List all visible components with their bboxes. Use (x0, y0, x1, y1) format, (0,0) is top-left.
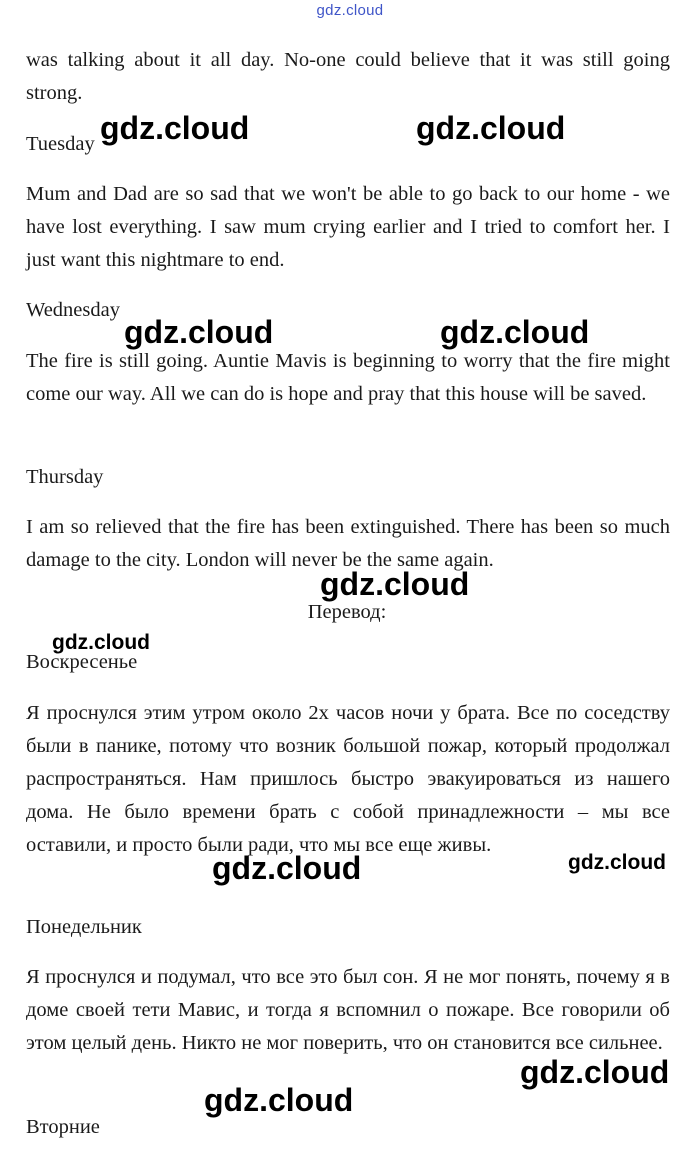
heading-tuesday-ru: Вторние (26, 1116, 100, 1138)
heading-wednesday: Wednesday (26, 299, 120, 321)
paragraph-wednesday: The fire is still going. Auntie Mavis is beginning to worry that the fire might come our way. All we can do is hope and pray that this house will be saved. (26, 350, 670, 405)
paragraph-tuesday: Mum and Dad are so sad that we won't be able to go back to our home - we have lost everything. I saw mum crying earlier and I tried to comfort her. I just want this nightmare to end. (26, 183, 670, 271)
heading-sunday-ru: Воскресенье (26, 651, 138, 673)
site-header: gdz.cloud (316, 2, 384, 19)
heading-tuesday: Tuesday (26, 133, 95, 155)
watermark: gdz.cloud (320, 566, 470, 602)
watermark: gdz.cloud (568, 851, 666, 874)
heading-monday-ru: Понедельник (26, 916, 142, 938)
paragraph-thursday: I am so relieved that the fire has been extinguished. There has been so much damage to the city. London will never be the same again. (26, 516, 670, 571)
watermark: gdz.cloud (440, 314, 590, 350)
paragraph-monday-end: was talking about it all day. No-one could believe that it was still going strong. (26, 49, 670, 104)
watermark: gdz.cloud (520, 1054, 670, 1090)
watermark: gdz.cloud (52, 631, 150, 654)
watermark: gdz.cloud (100, 110, 250, 146)
heading-thursday: Thursday (26, 466, 104, 488)
watermark: gdz.cloud (416, 110, 566, 146)
paragraph-sunday-ru: Я проснулся этим утром около 2х часов ночи у брата. Все по соседству были в панике, потому что возник большой пожар, который продолжал распространяться. Нам пришлось быстро эвакуироваться из нашего дома. Не было времени брать с собой принадлежности – мы все оставили, и просто были ради, что мы все еще живы. (26, 702, 670, 856)
heading-translation: Перевод: (307, 601, 387, 623)
watermark: gdz.cloud (212, 850, 362, 886)
watermark: gdz.cloud (124, 314, 274, 350)
paragraph-monday-ru: Я проснулся и подумал, что все это был сон. Я не мог понять, почему я в доме своей тети Мавис, и тогда я вспомнил о пожаре. Все говорили об этом целый день. Никто не мог поверить, что он становится все сильнее. (26, 966, 670, 1054)
watermark: gdz.cloud (204, 1082, 354, 1118)
